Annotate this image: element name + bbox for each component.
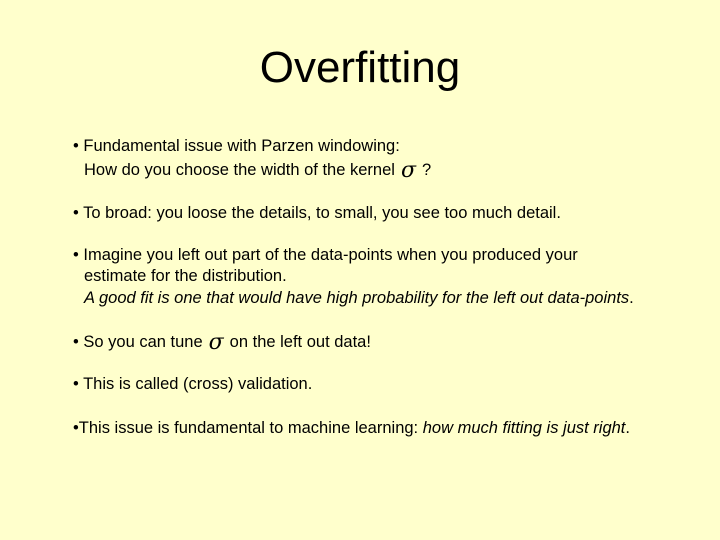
bullet-marker: •	[73, 204, 79, 222]
bullet-marker: •	[73, 419, 79, 437]
bullet-1-line-2	[84, 160, 431, 181]
sigma-symbol: σ	[208, 330, 224, 355]
bullet-4-text-post: on the left out data!	[229, 333, 371, 351]
bullet-1-question-mark: ?	[421, 161, 432, 179]
bullet-1-text: Fundamental issue with Parzen windowing:	[83, 137, 400, 155]
bullet-3-text: Imagine you left out part of the data-points when you produced your	[83, 246, 578, 264]
bullet-3-period: .	[629, 289, 634, 307]
bullet-marker: •	[73, 333, 79, 351]
bullet-2-line-1	[73, 203, 561, 223]
bullet-5-text: This is called (cross) validation.	[83, 375, 313, 393]
bullet-1-line-1	[73, 136, 400, 156]
bullet-3-line-3	[84, 288, 634, 308]
bullet-6-line-1	[73, 418, 630, 438]
bullet-6-italic-text: how much fitting is just right	[422, 419, 626, 437]
sigma-symbol: σ	[400, 158, 416, 183]
bullet-3-italic-text: A good fit is one that would have high probability for the left out data-points	[84, 289, 630, 307]
bullet-3-line-1	[73, 245, 578, 265]
bullet-6-period: .	[625, 419, 630, 437]
bullet-1-question: How do you choose the width of the kernel	[84, 161, 395, 179]
bullet-3-line-2: estimate for the distribution.	[84, 267, 287, 285]
bullet-2-text: To broad: you loose the details, to small, you see too much detail.	[83, 204, 561, 222]
bullet-4-line-1	[73, 332, 371, 353]
slide-title: Overfitting	[259, 43, 461, 92]
bullet-marker: •	[73, 375, 79, 393]
bullet-marker: •	[73, 246, 79, 264]
bullet-4-text-pre: So you can tune	[83, 333, 203, 351]
bullet-5-line-1	[73, 374, 312, 394]
bullet-marker: •	[73, 137, 79, 155]
bullet-6-text-pre: This issue is fundamental to machine learning:	[78, 419, 423, 437]
